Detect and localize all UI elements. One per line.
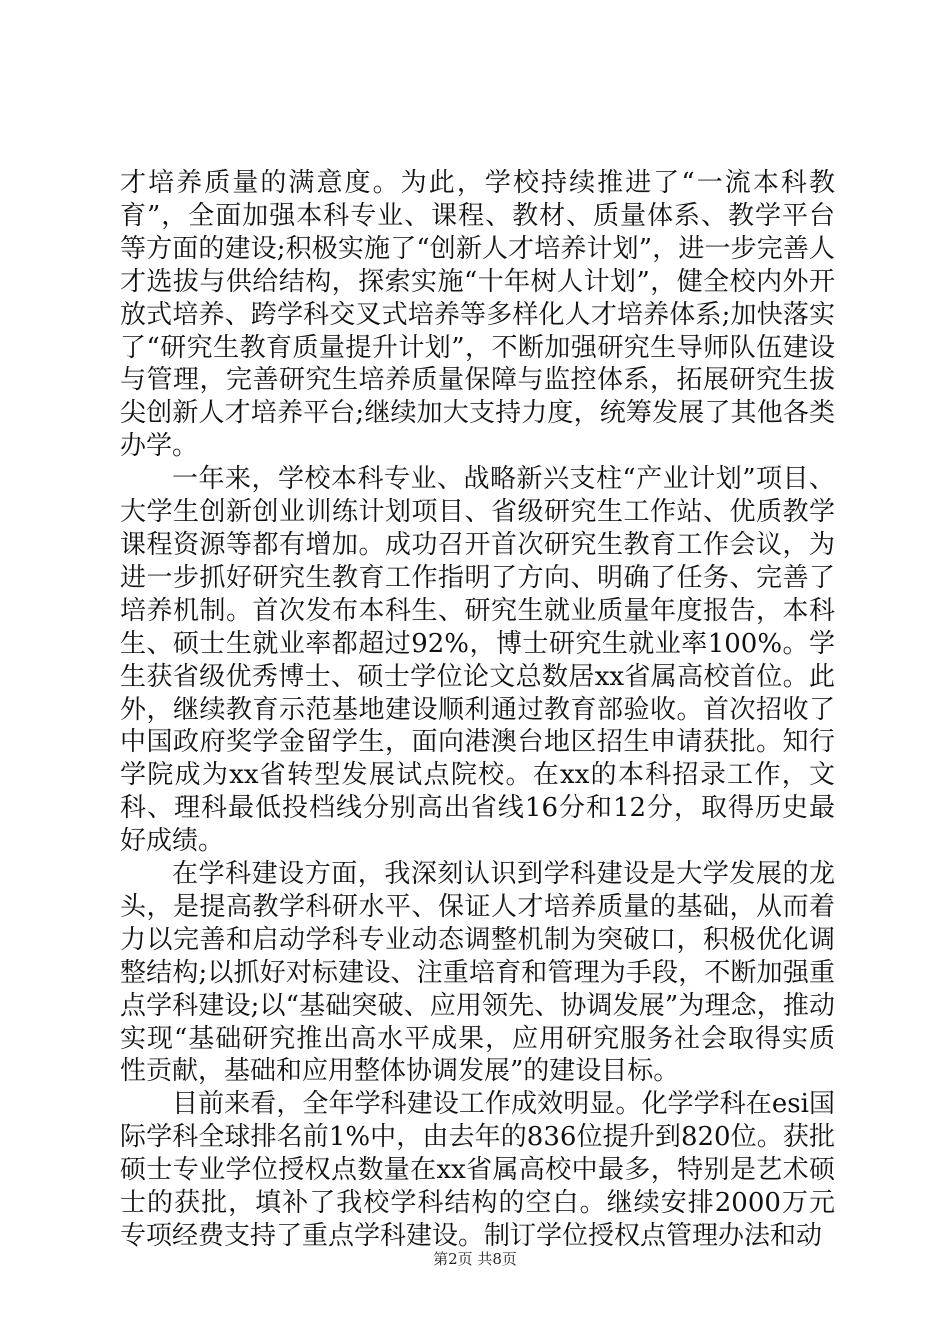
paragraph-3: 在学科建设方面，我深刻认识到学科建设是大学发展的龙头，是提高教学科研水平、保证人才培养质量的基础，从而着力以完善和启动学科专业动态调整机制为突破口，积极优化调整结构;以抓好对标建设、注重培育和管理为手段，不断加强重点学科建设;以“基础突破、应用领先、协调发展”为理念，推动实现“基础研究推出高水平成果，应用研究服务社会取得实质性贡献，基础和应用整体协调发展”的建设目标。 — [120, 859, 835, 1087]
paragraph-4: 目前来看，全年学科建设工作成效明显。化学学科在esi国际学科全球排名前1%中，由去年的836位提升到820位。获批硕士专业学位授权点数量在xx省属高校中最多，特别是艺术硕士的获批，填补了我校学科结构的空白。继续安排2000万元专项经费支持了重点学科建设。制订学位授权点管理办法和动 — [120, 1089, 835, 1251]
document-body — [120, 167, 835, 1253]
paragraph-2: 一年来，学校本科专业、战略新兴支柱“产业计划”项目、大学生创新创业训练计划项目、省级研究生工作站、优质教学课程资源等都有增加。成功召开首次研究生教育工作会议，为进一步抓好研究生教育工作指明了方向、明确了任务、完善了培养机制。首次发布本科生、研究生就业质量年度报告，本科生、硕士生就业率都超过92%，博士研究生就业率100%。学生获省级优秀博士、硕士学位论文总数居xx省属高校首位。此外，继续教育示范基地建设顺利通过教育部验收。首次招收了中国政府奖学金留学生，面向港澳台地区招生申请获批。知行学院成为xx省转型发展试点院校。在xx的本科招录工作，文科、理科最低投档线分别高出省线16分和12分，取得历史最好成绩。 — [120, 464, 835, 857]
paragraph-1: 才培养质量的满意度。为此，学校持续推进了“一流本科教育”，全面加强本科专业、课程、教材、质量体系、教学平台等方面的建设;积极实施了“创新人才培养计划”，进一步完善人才选拔与供给结构，探索实施“十年树人计划”，健全校内外开放式培养、跨学科交叉式培养等多样化人才培养体系;加快落实了“研究生教育质量提升计划”，不断加强研究生导师队伍建设与管理，完善研究生培养质量保障与监控体系，拓展研究生拔尖创新人才培养平台;继续加大支持力度，统筹发展了其他各类办学。 — [120, 168, 835, 462]
page-number-footer: 第2页 共8页 — [433, 1250, 517, 1268]
